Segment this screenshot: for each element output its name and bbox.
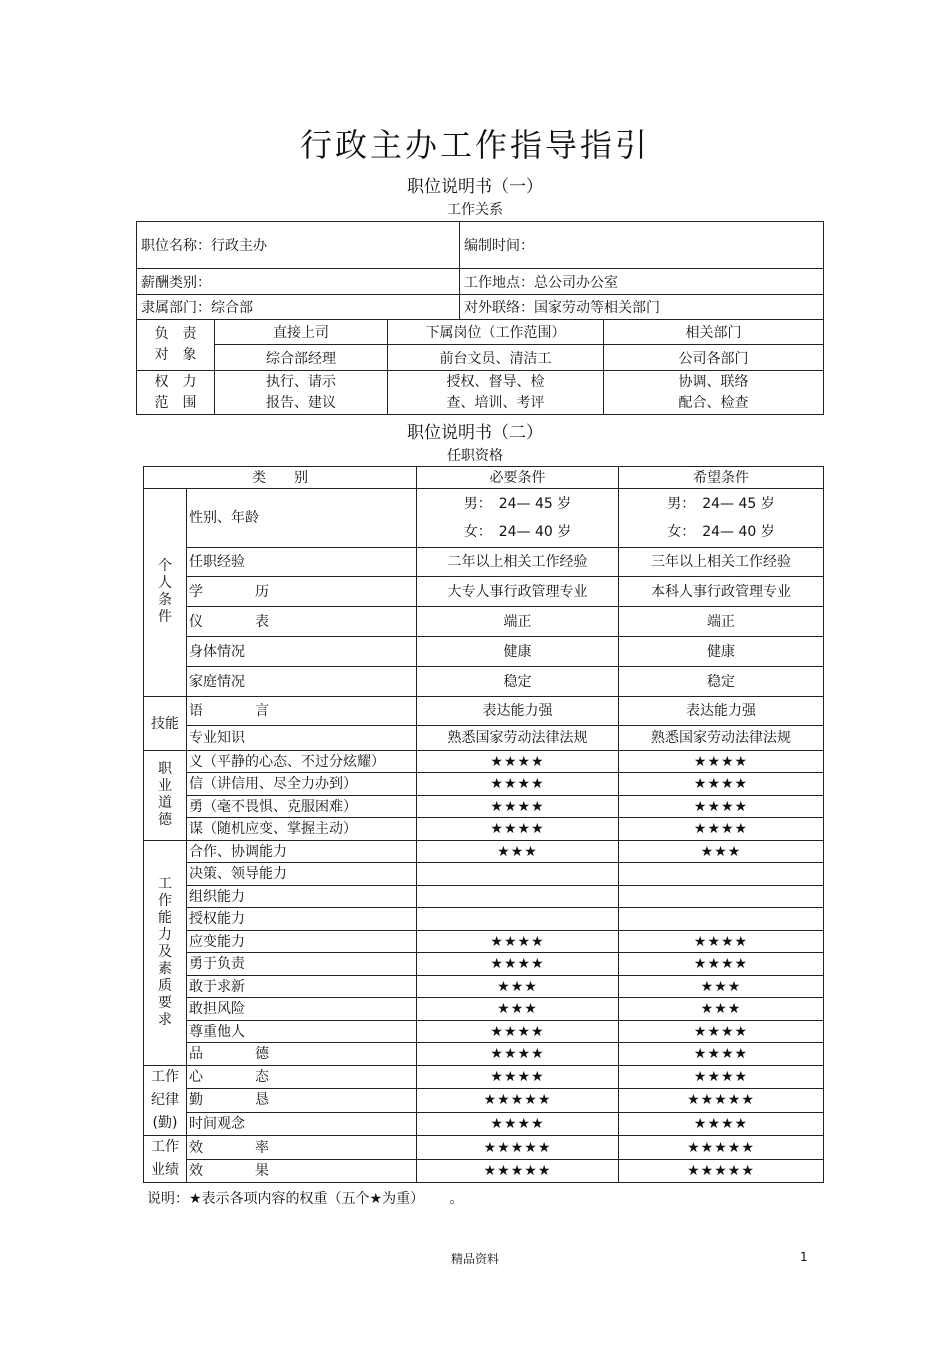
row-label: 敢于求新 <box>187 976 417 998</box>
power-col1 <box>215 371 388 415</box>
group-discipline-line3: (勤) <box>152 1115 178 1131</box>
desired-stars: ★★★★ <box>619 773 824 796</box>
row-label: 合作、协调能力 <box>187 841 417 863</box>
department-cell: 隶属部门：综合部 <box>137 295 460 320</box>
value-direct-superior: 综合部经理 <box>215 345 388 371</box>
desired-stars: ★★★ <box>619 841 824 863</box>
value-subordinate-posts: 前台文员、清洁工 <box>388 345 604 371</box>
row-label: 决策、领导能力 <box>187 863 417 886</box>
weight-note: 说明：★表示各项内容的权重（五个★为重） 。 <box>147 1191 464 1207</box>
desired-stars: ★★★★ <box>619 1113 824 1136</box>
salary-type-cell: 薪酬类别： <box>137 269 460 295</box>
header-required: 必要条件 <box>417 467 619 489</box>
desired-stars: ★★★★ <box>619 796 824 818</box>
row-label-part-a: 品 <box>189 1046 203 1062</box>
row-label: 尊重他人 <box>187 1021 417 1043</box>
page-number: 1 <box>800 1250 808 1264</box>
power-col3 <box>604 371 824 415</box>
required-stars: ★★★ <box>417 976 619 998</box>
external-contact-cell: 对外联络：国家劳动等相关部门 <box>460 295 824 320</box>
row-label: 信（讲信用、尽全力办到） <box>187 773 417 796</box>
header-category: 类 别 <box>144 467 417 489</box>
required-stars: ★★★★ <box>417 796 619 818</box>
required-stars: ★★★ <box>417 841 619 863</box>
row-label-part-a: 学 <box>189 583 203 600</box>
page-footer: 精品资料 <box>450 1252 499 1266</box>
desired-stars <box>619 908 824 931</box>
group-discipline-line1: 工作 <box>151 1069 179 1085</box>
required-male: 男： 24— 45 岁 <box>463 496 572 512</box>
desired-stars: ★★★★ <box>619 751 824 773</box>
row-label: 性别、年龄 <box>187 489 417 548</box>
group-discipline-line2: 纪律 <box>151 1092 179 1108</box>
row-label: 敢担风险 <box>187 998 417 1021</box>
desired-female: 女： 24— 40 岁 <box>667 524 775 540</box>
required-stars: ★★★★★ <box>417 1136 619 1160</box>
power-scope-label <box>137 371 215 415</box>
row-label-part-b: 言 <box>255 703 269 719</box>
row-label-part-a: 语 <box>189 703 203 719</box>
required-stars: ★★★★ <box>417 1113 619 1136</box>
required-value: 稳定 <box>417 667 619 697</box>
row-label-part-a: 心 <box>189 1068 203 1085</box>
power-col2-line2: 查、培训、考评 <box>446 394 545 411</box>
row-label: 勇（毫不畏惧、克服困难） <box>187 796 417 818</box>
required-stars: ★★★★ <box>417 818 619 841</box>
required-stars: ★★★★ <box>417 1066 619 1089</box>
required-value: 熟悉国家劳动法律法规 <box>417 726 619 751</box>
row-label: 任职经验 <box>187 548 417 577</box>
group-performance <box>144 1136 187 1183</box>
desired-stars: ★★★★ <box>619 818 824 841</box>
compile-time-cell: 编制时间： <box>460 222 824 269</box>
required-stars: ★★★★ <box>417 1043 619 1066</box>
row-label-part-b: 德 <box>255 1046 269 1062</box>
row-label: 身体情况 <box>187 637 417 667</box>
value-related-departments: 公司各部门 <box>604 345 824 371</box>
header-desired: 希望条件 <box>619 467 824 489</box>
header-direct-superior: 直接上司 <box>215 320 388 345</box>
group-skills <box>144 697 187 751</box>
desired-male: 男： 24— 45 岁 <box>667 496 775 512</box>
required-value: 健康 <box>417 637 619 667</box>
desired-stars: ★★★★ <box>619 1021 824 1043</box>
responsibility-label-line2: 对 象 <box>154 347 197 363</box>
required-stars: ★★★★★ <box>417 1160 619 1183</box>
row-label-part-a: 效 <box>189 1163 203 1179</box>
row-label-part-b: 表 <box>255 613 269 630</box>
row-label: 勇于负责 <box>187 953 417 976</box>
desired-stars: ★★★★★ <box>619 1136 824 1160</box>
desired-value: 表达能力强 <box>619 697 824 726</box>
required-stars: ★★★★ <box>417 953 619 976</box>
row-label-part-a: 仪 <box>189 613 203 630</box>
desired-stars: ★★★★ <box>619 931 824 953</box>
row-label <box>187 1088 417 1112</box>
required-stars <box>417 863 619 886</box>
required-value: 二年以上相关工作经验 <box>417 548 619 577</box>
row-label-part-a: 效 <box>189 1139 203 1156</box>
required-stars <box>417 908 619 931</box>
section2-title: 职位说明书（二） <box>407 423 543 443</box>
required-stars: ★★★★ <box>417 773 619 796</box>
row-label <box>187 577 417 607</box>
row-label-part-b: 恳 <box>255 1092 269 1109</box>
document-title: 行政主办工作指导指引 <box>299 126 650 164</box>
power-label-line1: 权 力 <box>154 373 197 390</box>
row-label <box>187 1136 417 1160</box>
qualifications-table <box>143 466 824 1183</box>
row-label: 义（平静的心态、不过分炫耀） <box>187 751 417 773</box>
required-stars <box>417 886 619 908</box>
desired-stars: ★★★★★ <box>619 1160 824 1183</box>
desired-value: 三年以上相关工作经验 <box>619 548 824 577</box>
desired-stars: ★★★★ <box>619 1066 824 1089</box>
work-location-cell: 工作地点：总公司办公室 <box>460 269 824 295</box>
desired-stars: ★★★★★ <box>619 1088 824 1112</box>
desired-value: 本科人事行政管理专业 <box>619 577 824 607</box>
required-value: 端正 <box>417 607 619 637</box>
header-related-departments: 相关部门 <box>604 320 824 345</box>
required-value: 大专人事行政管理专业 <box>417 577 619 607</box>
power-col1-line2: 报告、建议 <box>266 394 336 411</box>
row-label <box>187 607 417 637</box>
group-performance-line1: 工作 <box>151 1139 179 1155</box>
row-label <box>187 1043 417 1066</box>
power-col1-line1: 执行、请示 <box>266 373 336 390</box>
power-col2-line1: 授权、督导、检 <box>446 373 545 390</box>
required-stars: ★★★★ <box>417 1021 619 1043</box>
desired-stars <box>619 886 824 908</box>
row-label: 谋（随机应变、掌握主动） <box>187 818 417 841</box>
desired-stars: ★★★ <box>619 998 824 1021</box>
section2-subtitle: 任职资格 <box>447 448 503 464</box>
group-personal <box>144 489 187 697</box>
group-ability-label: 工作能力及素质要求 <box>158 876 172 1028</box>
desired-stars: ★★★ <box>619 976 824 998</box>
required-gender-age <box>417 489 619 548</box>
position-name-cell: 职位名称：行政主办 <box>137 222 460 269</box>
power-col3-line1: 协调、联络 <box>678 373 749 390</box>
row-label: 应变能力 <box>187 931 417 953</box>
power-col2 <box>388 371 604 415</box>
section1-title: 职位说明书（一） <box>407 177 543 197</box>
group-performance-line2: 业绩 <box>151 1162 179 1178</box>
row-label <box>187 1160 417 1183</box>
row-label-part-b: 态 <box>255 1068 269 1085</box>
power-col3-line2: 配合、检查 <box>678 394 749 411</box>
header-subordinate-posts: 下属岗位（工作范围） <box>388 320 604 345</box>
desired-value: 熟悉国家劳动法律法规 <box>619 726 824 751</box>
group-personal-label: 个人条件 <box>158 558 172 625</box>
desired-value: 健康 <box>619 637 824 667</box>
responsibility-label-line1: 负 责 <box>154 326 197 342</box>
desired-stars <box>619 863 824 886</box>
row-label: 时间观念 <box>187 1113 417 1136</box>
desired-value: 端正 <box>619 607 824 637</box>
group-discipline <box>144 1066 187 1136</box>
group-ethics-label: 职业道德 <box>158 761 172 828</box>
row-label-part-b: 率 <box>255 1139 269 1156</box>
section1-subtitle: 工作关系 <box>447 202 503 218</box>
row-label: 家庭情况 <box>187 667 417 697</box>
desired-stars: ★★★★ <box>619 1043 824 1066</box>
row-label: 组织能力 <box>187 886 417 908</box>
required-stars: ★★★ <box>417 998 619 1021</box>
group-ability <box>144 841 187 1066</box>
row-label-part-b: 历 <box>255 583 269 600</box>
responsibility-label <box>137 320 215 371</box>
required-female: 女： 24— 40 岁 <box>463 524 572 540</box>
row-label-part-a: 勤 <box>189 1092 203 1109</box>
work-relations-table <box>136 221 824 415</box>
row-label <box>187 697 417 726</box>
required-stars: ★★★★ <box>417 931 619 953</box>
desired-value: 稳定 <box>619 667 824 697</box>
required-value: 表达能力强 <box>417 697 619 726</box>
row-label: 专业知识 <box>187 726 417 751</box>
row-label <box>187 1066 417 1089</box>
desired-gender-age <box>619 489 824 548</box>
row-label-part-b: 果 <box>255 1163 269 1179</box>
required-stars: ★★★★★ <box>417 1088 619 1112</box>
row-label: 授权能力 <box>187 908 417 931</box>
required-stars: ★★★★ <box>417 751 619 773</box>
group-skills-label: 技能 <box>151 715 179 732</box>
desired-stars: ★★★★ <box>619 953 824 976</box>
group-ethics <box>144 751 187 841</box>
power-label-line2: 范 围 <box>154 394 197 411</box>
